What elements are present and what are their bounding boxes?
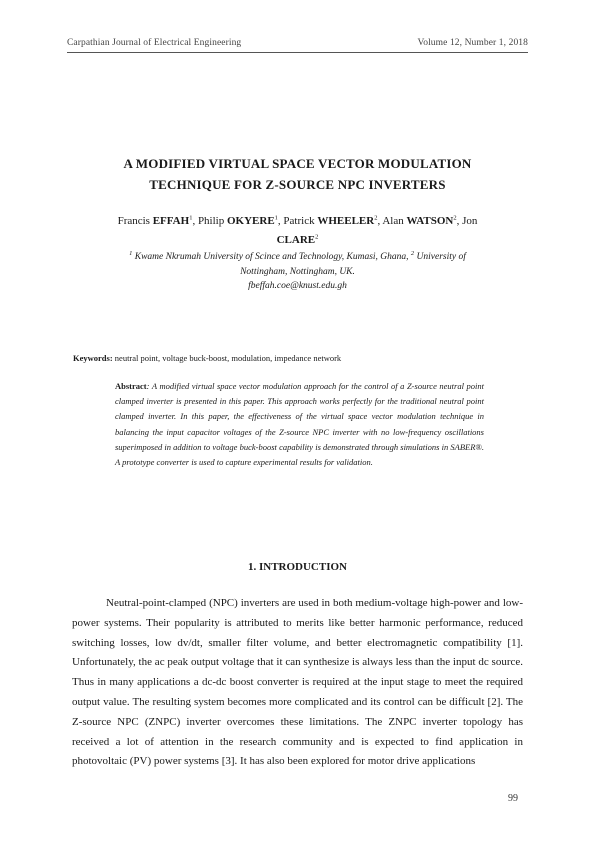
contact-email: fbeffah.coe@knust.edu.gh [248,281,347,291]
author-given-name: Patrick [283,215,315,227]
paper-title-line-2: TECHNIQUE FOR Z-SOURCE NPC INVERTERS [149,177,446,192]
keywords-label: Keywords: [73,353,113,363]
volume-info: Volume 12, Number 1, 2018 [417,38,528,48]
affiliations [70,250,525,294]
affiliation-1: Kwame Nkrumah University of Scince and Technology, Kumasi, Ghana, [134,252,409,262]
abstract-text: : A modified virtual space vector modulation approach for the control of a Z-source neutral point clamped inverter is presented in this paper. This approach works perfectly for the traditional neutral point clamped inverter. In this paper, the effectiveness of the virtual space vector modulation technique in balancing the input capacitor voltages of the Z-source NPC inverter with no low-frequency oscillations superimposed in addition to voltage buck-boost capability is demonstrated through simulations in SABER®. A prototype converter is used to capture experimental results for validation. [115,381,484,468]
affiliation-number: 1 [129,249,133,257]
author-given-name: Francis [117,215,150,227]
section-heading: 1. INTRODUCTION [247,561,347,573]
author-family-name: WATSON [406,215,454,227]
abstract-label: Abstract [115,381,147,391]
author-family-name: OKYERE [226,215,275,227]
author-affiliation-mark: 2 [453,214,457,222]
author-affiliation-mark: 2 [374,214,378,222]
author-family-name: EFFAH [152,215,190,227]
author-given-name: Alan [382,215,404,227]
header-rule [67,52,528,53]
author-affiliation-mark: 2 [315,233,319,241]
page-number: 99 [508,793,518,804]
introduction-paragraph: Neutral-point-clamped (NPC) inverters are used in both medium-voltage high-power and low-power systems. Their popularity is attributed to merits like better harmonic performance, reduced switching losses, low dv/dt, smaller filter volume, and better electromagnetic compatibility [1]. Unfortunately, the ac peak output voltage that it can synthesize is always less than the input dc source. Thus in many applications a dc-dc boost converter is required at the input stage to meet the required output value. The resulting system becomes more complicated and its control can be difficult [2]. The Z-source NPC (ZNPC) inverter overcomes these limitations. The ZNPC inverter topology has received a lot of attention in the research community and is expected to find application in photovoltaic (PV) power systems [3]. It has also been explored for motor drive applications [72,597,523,768]
paper-title-line-1: A MODIFIED VIRTUAL SPACE VECTOR MODULATION [123,156,472,171]
author-family-name: CLARE [276,234,316,246]
author-affiliation-mark: 1 [274,214,278,222]
keywords [73,353,341,363]
author-given-name: Philip [197,215,225,227]
affiliation-2-cont: Nottingham, Nottingham, UK. [240,266,355,277]
author-list: Francis EFFAH$^1$, Philip OKYERE$^1$, Patrick WHEELER$^2$, Alan WATSON$^2$, Jon CLARE$^2$ [117,214,478,246]
journal-name: Carpathian Journal of Electrical Engineering [67,38,242,48]
author-affiliation-mark: 1 [189,214,193,222]
paper-title [60,153,535,195]
author-family-name: WHEELER [317,215,375,227]
keywords-text: neutral point, voltage buck-boost, modulation, impedance network [114,353,342,363]
abstract [115,379,484,470]
author-given-name: Jon [462,215,478,227]
affiliation-number: 2 [410,249,415,257]
affiliation-2: University of [416,252,466,262]
